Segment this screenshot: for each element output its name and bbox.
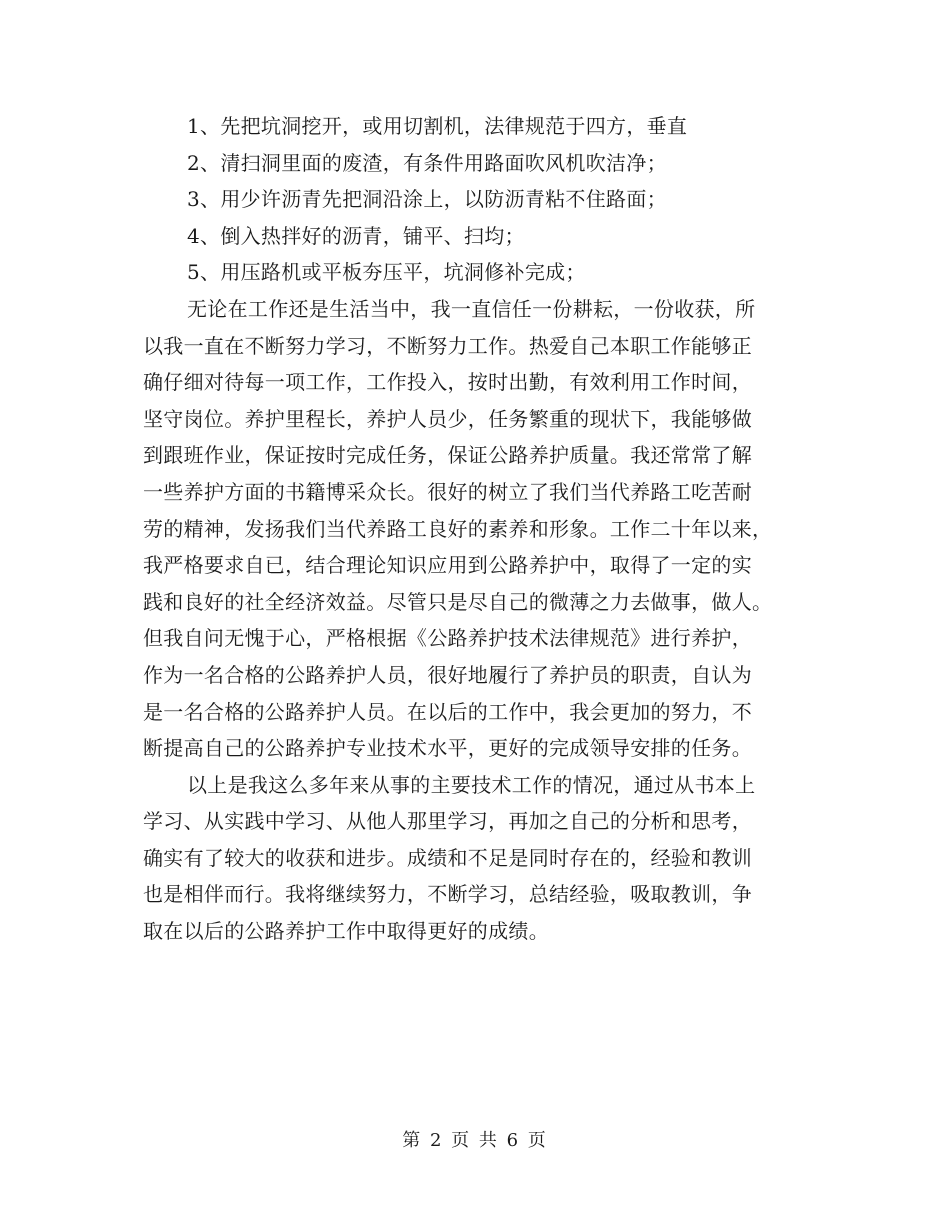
paragraph-line: 作为一名合格的公路养护人员，很好地履行了养护员的职责，自认为 xyxy=(143,662,752,687)
paragraph-line: 是一名合格的公路养护人员。在以后的工作中，我会更加的努力，不 xyxy=(143,699,752,724)
paragraph-line: 确实有了较大的收获和进步。成绩和不足是同时存在的，经验和教训 xyxy=(143,845,752,870)
paragraph-summary xyxy=(143,767,808,950)
step-item: 1、先把坑洞挖开，或用切割机，法律规范于四方，垂直 xyxy=(187,114,688,138)
step-item: 5、用压路机或平板夯压平，坑洞修补完成； xyxy=(187,260,586,285)
paragraph-line: 学习、从实践中学习、从他人那里学习，再加之自己的分析和思考， xyxy=(143,809,752,834)
document-body xyxy=(143,108,808,950)
paragraph-line: 断提高自己的公路养护专业技术水平，更好的完成领导安排的任务。 xyxy=(143,736,752,761)
paragraph-line: 以上是我这么多年来从事的主要技术工作的情况，通过从书本上 xyxy=(187,772,756,797)
step-item: 3、用少许沥青先把洞沿涂上，以防沥青粘不住路面； xyxy=(187,187,667,212)
paragraph-line: 以我一直在不断努力学习，不断努力工作。热爱自己本职工作能够正 xyxy=(143,333,752,358)
paragraph-line: 到跟班作业，保证按时完成任务，保证公路养护质量。我还常常了解 xyxy=(143,443,752,468)
paragraph-line: 坚守岗位。养护里程长，养护人员少，任务繁重的现状下，我能够做 xyxy=(143,406,752,431)
step-item: 4、倒入热拌好的沥青，铺平、扫均； xyxy=(187,223,525,248)
paragraph-line: 确仔细对待每一项工作，工作投入，按时出勤，有效利用工作时间， xyxy=(143,370,752,395)
step-item: 2、清扫洞里面的废渣，有条件用路面吹风机吹洁净； xyxy=(187,150,667,175)
paragraph-line: 我严格要求自已，结合理论知识应用到公路养护中，取得了一定的实 xyxy=(143,553,752,578)
paragraph-line: 践和良好的社全经济效益。尽管只是尽自己的微薄之力去做事，做人。 xyxy=(143,589,773,614)
paragraph-line: 一些养护方面的书籍博采众长。很好的树立了我们当代养路工吃苦耐 xyxy=(143,479,752,504)
paragraph-line: 劳的精神，发扬我们当代养路工良好的素养和形象。工作二十年以来， xyxy=(143,516,773,541)
paragraph-work-attitude xyxy=(143,291,808,767)
paragraph-line: 取在以后的公路养护工作中取得更好的成绩。 xyxy=(143,919,549,944)
paragraph-line: 无论在工作还是生活当中，我一直信任一份耕耘，一份收获，所 xyxy=(187,296,756,321)
steps-list xyxy=(143,108,808,291)
paragraph-line: 但我自问无愧于心，严格根据《公路养护技术法律规范》进行养护， xyxy=(143,626,752,651)
paragraph-line: 也是相伴而行。我将继续努力，不断学习，总结经验，吸取教训，争 xyxy=(143,882,752,907)
page-number: 第 2 页 共 6 页 xyxy=(402,1130,548,1151)
